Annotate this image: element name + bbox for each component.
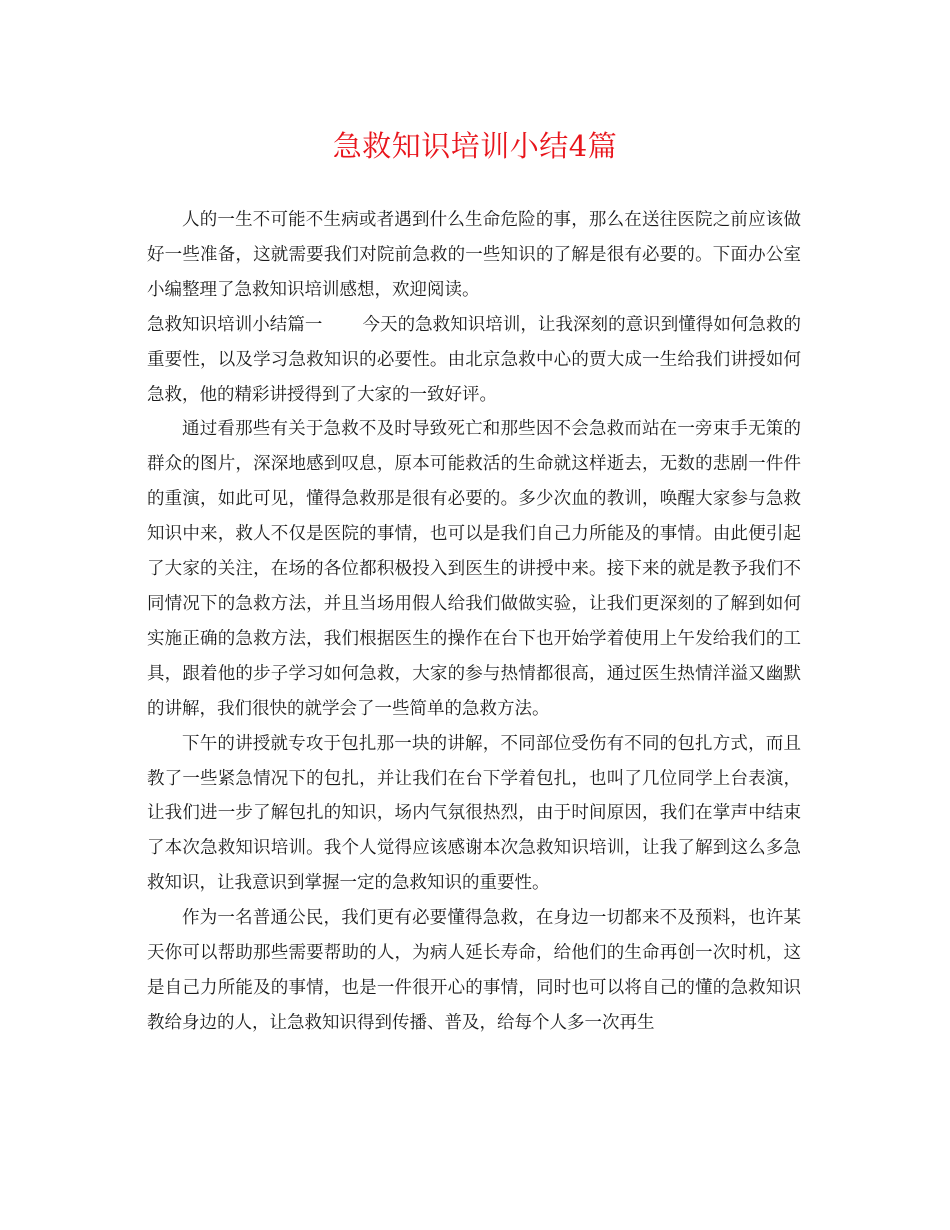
body-paragraph-2: 下午的讲授就专攻于包扎那一块的讲解，不同部位受伤有不同的包扎方式，而且教了一些紧急情况下的包扎，并让我们在台下学着包扎，也叫了几位同学上台表演，让我们进一步了解包扎的知识，场内气氛很热烈，由于时间原因，我们在掌声中结束了本次急救知识培训。我个人觉得应该感谢本次急救知识培训，让我了解到这么多急救知识，让我意识到掌握一定的急救知识的重要性。 [147, 733, 801, 894]
body-paragraph-1: 通过看那些有关于急救不及时导致死亡和那些因不会急救而站在一旁束手无策的群众的图片，深深地感到叹息，原本可能救活的生命就这样逝去，无数的悲剧一件件的重演，如此可见，懂得急救那是很有必要的。多少次血的教训，唤醒大家参与急救知识中来，救人不仅是医院的事情，也可以是我们自己力所能及的事情。由此便引起了大家的关注，在场的各位都积极投入到医生的讲授中来。接下来的就是教予我们不同情况下的急救方法，并且当场用假人给我们做做实验，让我们更深刻的了解到如何实施正确的急救方法，我们根据医生的操作在台下也开始学着使用上午发给我们的工具，跟着他的步子学习如何急救，大家的参与热情都很高，通过医生热情洋溢又幽默的讲解，我们很快的就学会了一些简单的急救方法。 [147, 419, 801, 719]
document-body [147, 203, 801, 1041]
document-title: 急救知识培训小结4篇 [332, 129, 618, 163]
intro-paragraph: 人的一生不可能不生病或者遇到什么生命危险的事，那么在送往医院之前应该做好一些准备，这就需要我们对院前急救的一些知识的了解是很有必要的。下面办公室小编整理了急救知识培训感想，欢迎阅读。 [147, 210, 801, 300]
section-1-paragraph [147, 308, 801, 413]
section-1-lead: 今天的急救知识培训，让我深刻的意识到懂得如何急救的重要性，以及学习急救知识的必要性。由北京急救中心的贾大成一生给我们讲授如何急救，他的精彩讲授得到了大家的一致好评。 [147, 314, 802, 405]
section-1-heading: 急救知识培训小结篇一 [147, 314, 323, 335]
body-paragraph-3: 作为一名普通公民，我们更有必要懂得急救，在身边一切都来不及预料，也许某天你可以帮助那些需要帮助的人，为病人延长寿命，给他们的生命再创一次时机，这是自己力所能及的事情，也是一件很开心的事情，同时也可以将自己的懂的急救知识教给身边的人，让急救知识得到传播、普及，给每个人多一次再生 [147, 908, 801, 1033]
